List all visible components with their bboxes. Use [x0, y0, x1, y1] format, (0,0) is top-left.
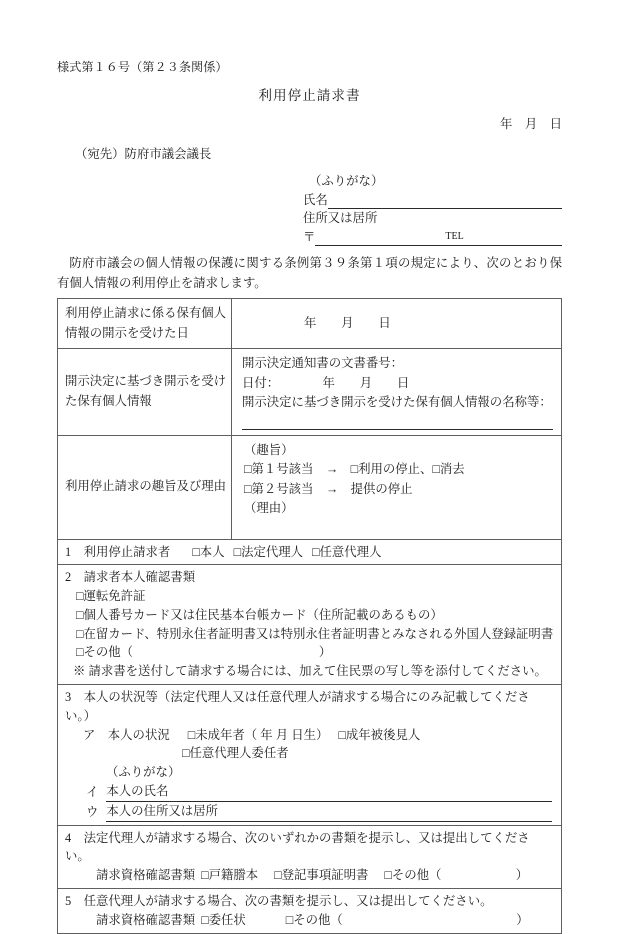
- form-number: 様式第１６号（第２３条関係）: [57, 60, 228, 74]
- principal-name-input-line[interactable]: [106, 782, 552, 802]
- info-name-line: 開示決定に基づき開示を受けた保有個人情報の名称等：: [242, 395, 552, 409]
- purpose-heading: （趣旨）: [244, 442, 294, 457]
- principal-name-row: [86, 782, 554, 802]
- section4-legal-rep-docs: [58, 826, 561, 889]
- section2-identity-docs: [58, 565, 561, 685]
- section4-doc-row: [96, 866, 554, 885]
- checkbox-minor[interactable]: □未成年者（ 年 月 日生）: [187, 727, 329, 742]
- principal-status-label: ア 本人の状況: [83, 727, 170, 742]
- header-date-line: 年 月 日: [500, 117, 562, 131]
- checkbox-registration-certificate[interactable]: □登記事項証明書: [274, 868, 369, 883]
- disclosure-date-value[interactable]: 年 月 日: [304, 315, 391, 330]
- principal-address-label: 本人の住所又は居所: [106, 803, 218, 818]
- applicant-block: [303, 172, 562, 246]
- mailing-note: ※ 請求書を送付して請求する場合には、加えて住民票の写し等を添付してください。: [73, 664, 547, 679]
- address-label: 住所又は居所: [303, 211, 378, 225]
- principal-address-row: [86, 802, 554, 822]
- table-row-disclosure-date: [58, 299, 561, 349]
- label-disclosed-info: 開示決定に基づき開示を受けた保有個人情報: [58, 349, 232, 435]
- checkbox-adult-ward[interactable]: □成年被後見人: [338, 727, 421, 742]
- section5-doc-row: [96, 911, 554, 930]
- furigana-label: （ふりがな）: [309, 174, 384, 188]
- checkbox-drivers-license[interactable]: □運転免許証: [76, 589, 146, 604]
- checkbox-other-doc-legal[interactable]: □その他（ ）: [384, 868, 529, 883]
- tel-input-line[interactable]: [466, 230, 562, 246]
- section2-title: 2 請求者本人確認書類: [65, 570, 196, 585]
- name-input-line[interactable]: [328, 193, 562, 209]
- checkbox-clause2-line[interactable]: □第２号該当 → 提供の停止: [244, 481, 413, 496]
- label-purpose-reason: 利用停止請求の趣旨及び理由: [58, 436, 232, 539]
- section5-voluntary-rep-docs: [58, 889, 561, 933]
- section3-principal-status: [58, 685, 561, 826]
- section5-title: 5 任意代理人が請求する場合、次の書類を提示し、又は提出してください。: [65, 894, 493, 909]
- checkbox-power-of-attorney[interactable]: □委任状: [201, 912, 246, 927]
- table-row-disclosed-info: [58, 349, 561, 436]
- checkbox-legal-representative[interactable]: □法定代理人: [233, 544, 304, 559]
- checkbox-family-register[interactable]: □戸籍謄本: [201, 868, 259, 883]
- postal-row: [303, 228, 562, 247]
- checkbox-voluntary-representative[interactable]: □任意代理人: [312, 544, 382, 559]
- checkbox-mynumber-card[interactable]: □個人番号カード又は住民基本台帳カード（住所記載のあるもの）: [76, 607, 443, 622]
- request-table: [57, 298, 562, 934]
- checkbox-other-id[interactable]: □その他（ ）: [76, 645, 332, 660]
- info-name-input-line[interactable]: [242, 415, 553, 430]
- qualification-doc-label: 請求資格確認書類: [96, 868, 196, 883]
- doc-date-line[interactable]: 日付： 年 月 日: [242, 375, 410, 390]
- principal-address-input-line[interactable]: [106, 802, 552, 822]
- qualification-doc-label-2: 請求資格確認書類: [96, 912, 196, 927]
- postal-input-line[interactable]: [315, 230, 443, 246]
- doc-number-line[interactable]: 開示決定通知書の文書番号：: [242, 356, 404, 370]
- checkbox-self[interactable]: □本人: [192, 544, 225, 559]
- checkbox-other-doc-voluntary[interactable]: □その他（ ）: [285, 912, 529, 927]
- disclosed-info-value: [232, 349, 561, 435]
- page-title: 利用停止請求書: [258, 88, 361, 103]
- section1-requester: [58, 540, 561, 566]
- label-disclosure-date: 利用停止請求に係る保有個人情報の開示を受けた日: [58, 299, 232, 348]
- marker-i: イ: [86, 785, 99, 800]
- section1-title: 1 利用停止請求者: [65, 544, 171, 559]
- principal-name-label: 本人の氏名: [106, 784, 169, 799]
- checkbox-residence-card[interactable]: □在留カード、特別永住者証明書又は特別永住者証明書とみなされる外国人登録証明書: [76, 626, 554, 641]
- marker-u: ウ: [86, 804, 99, 819]
- checkbox-voluntary-agent-delegator[interactable]: □任意代理人委任者: [182, 746, 289, 761]
- section3-title: 3 本人の状況等（法定代理人又は任意代理人が請求する場合にのみ記載してください。）: [65, 690, 530, 723]
- name-label: 氏名: [303, 192, 328, 207]
- tel-label: TEL: [443, 230, 465, 246]
- table-row-purpose-reason: [58, 436, 561, 540]
- section4-title: 4 法定代理人が請求する場合、次のいずれかの書類を提示し、又は提出してください。: [65, 830, 530, 864]
- name-row: [303, 191, 562, 210]
- purpose-reason-value: [232, 436, 561, 539]
- principal-status-row: [83, 726, 554, 745]
- reason-heading: （理由）: [244, 501, 294, 515]
- postal-mark-icon: 〒: [303, 229, 316, 244]
- intro-paragraph: 防府市議会の個人情報の保護に関する条例第３９条第１項の規定により、次のとおり保有個人情報の利用停止を請求します。: [57, 256, 562, 290]
- checkbox-clause1-line[interactable]: □第１号該当 → □利用の停止、□消去: [244, 462, 465, 476]
- addressee: （宛先）防府市議会議長: [75, 147, 212, 161]
- furigana-label-principal: （ふりがな）: [106, 765, 181, 780]
